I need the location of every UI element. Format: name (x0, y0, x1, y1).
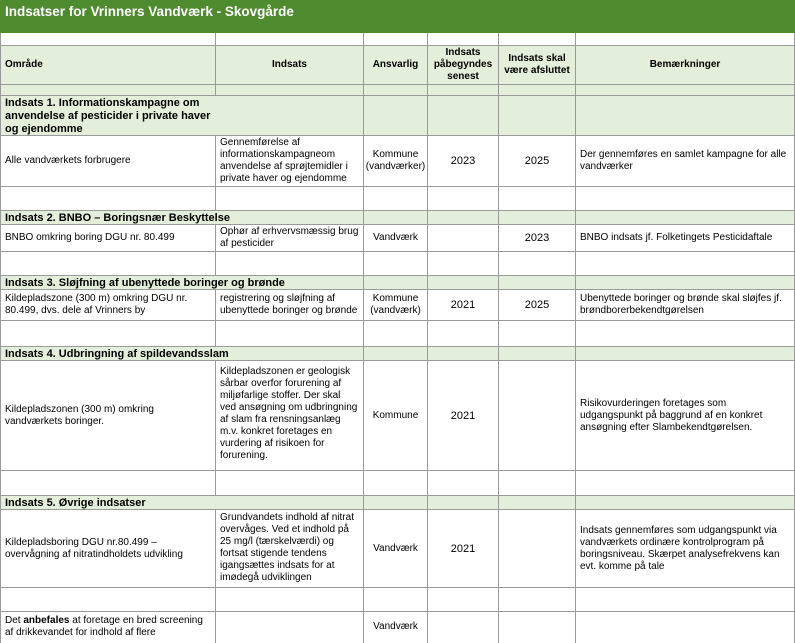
row-start: 2023 (428, 136, 499, 187)
spacer-row (0, 33, 795, 46)
section-4-heading: Indsats 4. Udbringning af spildevandsslam (0, 347, 330, 361)
sheet-title: Indsatser for Vrinners Vandværk - Skovgårde (0, 0, 795, 33)
row-action: Gennemførelse af informationskampagneom anvendelse af sprøjtemidler i private haver og ejendomme (216, 136, 364, 187)
section-heading-row (0, 96, 795, 136)
row-start: 2021 (428, 361, 499, 471)
table-row (0, 136, 795, 187)
section-heading-row (0, 276, 795, 290)
row-responsible: Kommune (364, 361, 428, 471)
section-heading-row (0, 496, 795, 510)
table-row (0, 361, 795, 471)
row-responsible: Vandværk (364, 225, 428, 252)
header-start: Indsats påbegyndes senest (428, 46, 499, 85)
row-area: Alle vandværkets forbrugere (0, 136, 216, 187)
row-notes: BNBO indsats jf. Folketingets Pesticidaftale (576, 225, 795, 252)
header-notes: Bemærkninger (576, 46, 795, 85)
row-action: Grundvandets indhold af nitrat overvåges. Ved et indhold på 25 mg/l (tærskelværdi) og fortsat stigende tendens igangsættes indsats for at imødegå udviklingen (216, 510, 364, 588)
row-action: registrering og sløjfning af ubenyttede boringer og brønde (216, 290, 364, 321)
row-area: Det anbefales at foretage en bred screening af drikkevandet for indhold af flere (0, 612, 216, 643)
row-action: Kildepladszonen er geologisk sårbar overfor forurening af miljøfarlige stoffer. Der skal ved ansøgning om udbringning af slam fra rensningsanlæg m.v. konkret foretages en vurdering af risikoen for forurening. (216, 361, 364, 471)
table-row (0, 290, 795, 321)
section-3-heading: Indsats 3. Sløjfning af ubenyttede boringer og brønde (0, 276, 360, 290)
header-responsible: Ansvarlig (364, 46, 428, 85)
row-end: 2023 (499, 225, 576, 252)
header-end: Indsats skal være afsluttet (499, 46, 576, 85)
row-area: Kildepladsboring DGU nr.80.499 – overvågning af nitratindholdets udvikling (0, 510, 216, 588)
row-responsible: Vandværk (364, 510, 428, 588)
row-notes: Der gennemføres en samlet kampagne for alle vandværker (576, 136, 795, 187)
row-area: Kildepladszone (300 m) omkring DGU nr. 80.499, dvs. dele af Vrinners by (0, 290, 216, 321)
section-heading-row (0, 211, 795, 225)
row-responsible: Kommune (vandværker) (364, 136, 428, 187)
header-area: Område (0, 46, 216, 85)
table-row (0, 612, 795, 643)
row-action: Ophør af erhvervsmæssig brug af pesticider (216, 225, 364, 252)
row-end: 2025 (499, 136, 576, 187)
row-start (428, 225, 499, 252)
row-notes: Indsats gennemføres som udgangspunkt via vandværkets ordinære kontrolprogram på boringsniveau. Skærpet analysefrekvens kan evt. komme på tale (576, 510, 795, 588)
row-area: BNBO omkring boring DGU nr. 80.499 (0, 225, 216, 252)
table-row (0, 225, 795, 252)
row-notes: Risikovurderingen foretages som udgangspunkt på baggrund af en konkret ansøgning efter Slambekendtgørelsen. (576, 361, 795, 471)
row-start: 2021 (428, 510, 499, 588)
row-end (499, 361, 576, 471)
table-row (0, 510, 795, 588)
row-responsible: Kommune (vandværk) (364, 290, 428, 321)
row-end: 2025 (499, 290, 576, 321)
row-responsible: Vandværk (364, 612, 428, 643)
row-end (499, 510, 576, 588)
header-action: Indsats (216, 46, 364, 85)
row-start: 2021 (428, 290, 499, 321)
section-heading-row (0, 347, 795, 361)
row-area: Kildepladszonen (300 m) omkring vandværkets boringer. (0, 361, 216, 471)
row-notes: Ubenyttede boringer og brønde skal sløjfes jf. brøndborerbekendtgørelsen (576, 290, 795, 321)
section-1-heading: Indsats 1. Informationskampagne om anvendelse af pesticider i private haver og ejendomme (0, 96, 216, 136)
section-5-heading: Indsats 5. Øvrige indsatser (0, 496, 216, 510)
header-row (0, 46, 795, 85)
section-2-heading: Indsats 2. BNBO – Boringsnær Beskyttelse (0, 211, 300, 225)
